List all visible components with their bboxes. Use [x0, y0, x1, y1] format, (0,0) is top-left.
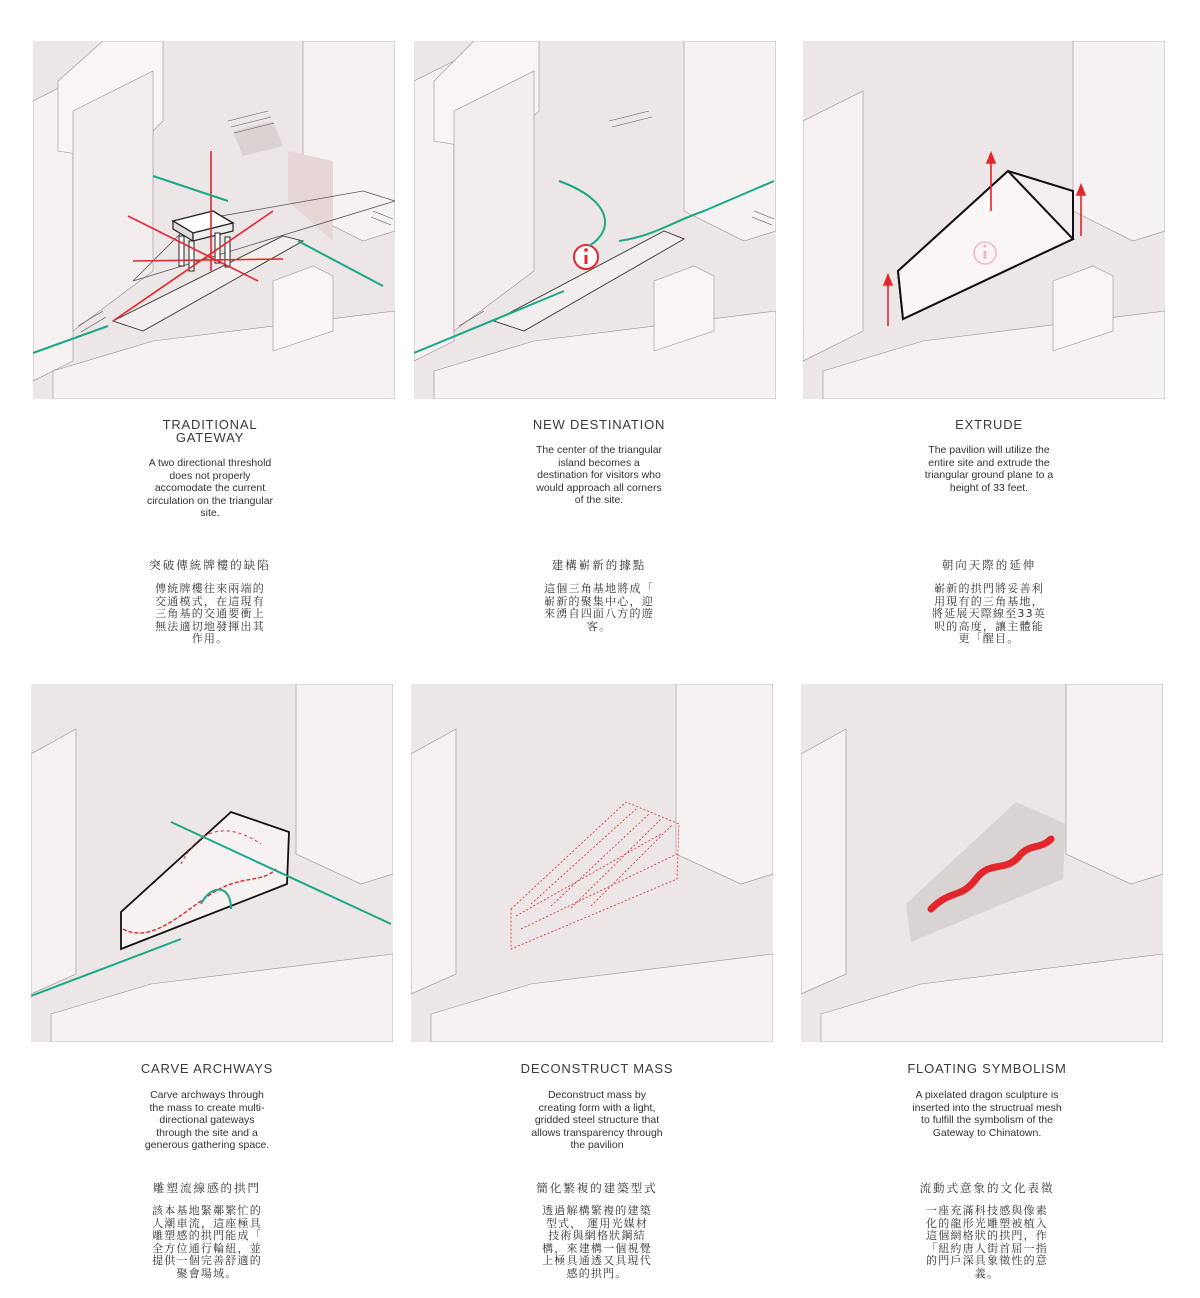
panel-title: TRADITIONAL GATEWAY: [162, 417, 258, 445]
panel-description-zh: 一座充滿科技感與像素 化的龍形光雕塑被植入 這個網格狀的拱門，作 「紐約唐人街首屈一指 的門戶深具象徵性的意 義。: [926, 1204, 1048, 1280]
panel-description-zh: 該本基地緊鄰繁忙的 人潮車流，這座極具 雕塑感的拱門能成「 全方位通行輪紐，並 提供一個完善舒適的 聚會場域。: [152, 1204, 262, 1280]
panel-description-zh: 這個三角基地將成「 嶄新的聚集中心，迎 來湧自四面八方的遊 客。: [544, 582, 654, 633]
panel-description: Carve archways through the mass to create multi- directional gateways through the site and a generous gathering space.: [144, 1089, 270, 1152]
panel-title-zh: 雕塑流線感的拱門: [153, 1181, 261, 1195]
panel-title-zh: 朝向天際的延伸: [941, 558, 1037, 572]
panel-title-zh: 建構嶄新的據點: [551, 558, 647, 572]
panel-description: The pavilion will utilize the entire site and extrude the triangular ground plane to a height of 33 feet.: [924, 444, 1054, 494]
diagram-floating-symbolism: [801, 684, 1163, 1042]
panel-title: NEW DESTINATION: [532, 417, 666, 432]
panel-description-zh: 傳統牌樓往來兩端的 交通模式，在這現有 三角基的交通要衝上 無法適切地發揮出其 作用。: [155, 582, 265, 646]
panel-title: DECONSTRUCT MASS: [520, 1061, 674, 1076]
panel-description: A pixelated dragon sculpture is inserted into the structrual mesh to fulfill the symbolism of the Gateway to Chinatown.: [912, 1089, 1062, 1139]
panel-title: EXTRUDE: [955, 417, 1023, 432]
panel-description-zh: 透過解構繁複的建築 型式， 運用光媒材 技術與網格狀鋼結 構，來建構一個視覺 上極具通透又具現代 感的拱門。: [542, 1204, 652, 1280]
panel-title-zh: 流動式意象的文化表徵: [919, 1181, 1055, 1195]
panel-description: A two directional threshold does not properly accomodate the current circulation on the triangular site.: [146, 457, 274, 520]
panel-title: CARVE ARCHWAYS: [140, 1061, 274, 1076]
panel-title-zh: 突破傳統牌樓的缺陷: [149, 558, 271, 572]
panel-title-zh: 簡化繁複的建築型式: [536, 1181, 658, 1195]
panel-description-zh: 嶄新的拱門將妥善利 用現有的三角基地， 將延展天際線至33英 呎的高度，讓主體能 更「醒目。: [932, 582, 1046, 646]
panel-description: The center of the triangular island becomes a destination for visitors who would approach all corners of the site.: [535, 444, 663, 507]
panel-title: FLOATING SYMBOLISM: [907, 1061, 1067, 1076]
panel-description: Deconstruct mass by creating form with a light, gridded steel structure that allows transparency through the pavilion: [531, 1089, 663, 1152]
